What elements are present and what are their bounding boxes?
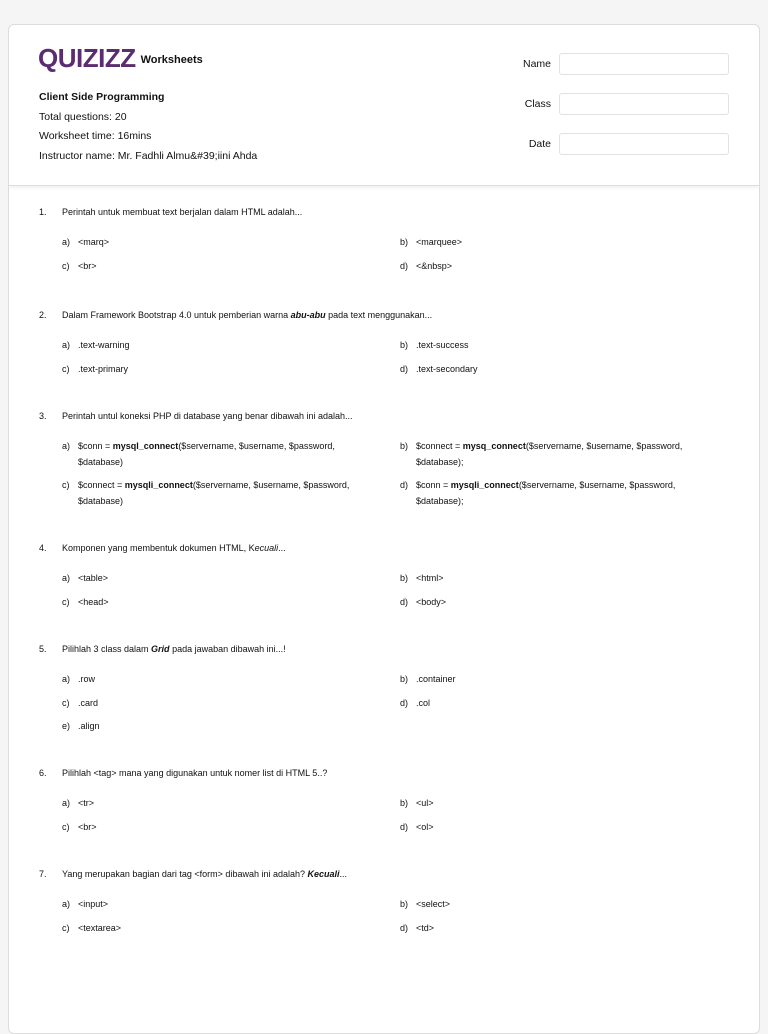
- class-field: [511, 93, 729, 115]
- option-a: a) .text-warning: [62, 340, 130, 350]
- logo-wordmark: QUIZIZZ: [38, 43, 136, 73]
- name-input[interactable]: [559, 53, 729, 75]
- class-label: Class: [524, 98, 551, 110]
- question-text: 3. Perintah untul koneksi PHP di database yang benar dibawah ini adalah...: [39, 411, 353, 421]
- logo-subtitle: Worksheets: [140, 54, 203, 66]
- option-a: a) <input>: [62, 899, 109, 909]
- option-a: a) .row: [62, 674, 96, 684]
- option-c: c) <textarea>: [62, 923, 122, 933]
- date-input[interactable]: [559, 133, 729, 155]
- option-d: d) <td>: [400, 923, 435, 933]
- option-a: a) <table>: [62, 573, 109, 583]
- option-a: a) $conn = mysql_connect($servername, $username, $password, $database): [62, 441, 335, 467]
- option-c: c) .text-primary: [62, 364, 129, 374]
- option-a: a) <tr>: [62, 798, 95, 808]
- question-text: 7. Yang merupakan bagian dari tag <form> dibawah ini adalah? Kecuali...: [39, 869, 348, 879]
- option-d: d) <&nbsp>: [400, 261, 453, 271]
- option-d: d) <ol>: [400, 822, 434, 832]
- option-d: d) $conn = mysqli_connect($servername, $username, $password, $database);: [400, 480, 676, 506]
- option-b: b) $connect = mysq_connect($servername, $username, $password, $database);: [400, 441, 683, 467]
- option-b: b) <ul>: [400, 798, 434, 808]
- date-field: [511, 133, 729, 155]
- name-field: [511, 53, 729, 75]
- option-c: c) $connect = mysqli_connect($servername, $username, $password, $database): [62, 480, 350, 506]
- question-text: 5. Pilihlah 3 class dalam Grid pada jawaban dibawah ini...!: [39, 644, 286, 654]
- worksheet-page: [8, 24, 760, 1034]
- option-c: c) .card: [62, 698, 99, 708]
- date-label: Date: [528, 138, 551, 150]
- worksheet-header: [9, 25, 759, 186]
- option-c: c) <br>: [62, 822, 97, 832]
- question-text: 1. Perintah untuk membuat text berjalan dalam HTML adalah...: [39, 207, 303, 217]
- option-d: d) .col: [400, 698, 431, 708]
- option-a: a) <marq>: [62, 237, 110, 247]
- option-b: b) <html>: [400, 573, 444, 583]
- instructor-name: Instructor name: Mr. Fadhli Almu&#39;iini Ahda: [39, 149, 258, 162]
- question-text: 2. Dalam Framework Bootstrap 4.0 untuk pemberian warna abu-abu pada text menggunakan...: [39, 310, 433, 320]
- option-b: b) <marquee>: [400, 237, 463, 247]
- quizizz-logo: [38, 45, 203, 71]
- total-questions: Total questions: 20: [39, 110, 127, 123]
- name-label: Name: [522, 58, 551, 70]
- worksheet-time: Worksheet time: 16mins: [39, 130, 152, 142]
- question-text: 6. Pilihlah <tag> mana yang digunakan untuk nomer list di HTML 5..?: [39, 768, 328, 778]
- option-c: c) <head>: [62, 597, 109, 607]
- option-b: b) <select>: [400, 899, 451, 909]
- option-b: b) .container: [400, 674, 456, 684]
- option-b: b) .text-success: [400, 340, 469, 350]
- class-input[interactable]: [559, 93, 729, 115]
- option-c: c) <br>: [62, 261, 97, 271]
- option-d: d) .text-secondary: [400, 364, 478, 374]
- question-text: 4. Komponen yang membentuk dokumen HTML, Kecuali...: [39, 543, 286, 553]
- option-e: e) .align: [62, 721, 100, 731]
- option-d: d) <body>: [400, 597, 447, 607]
- worksheet-title: Client Side Programming: [39, 91, 165, 103]
- worksheet-meta: [39, 88, 257, 166]
